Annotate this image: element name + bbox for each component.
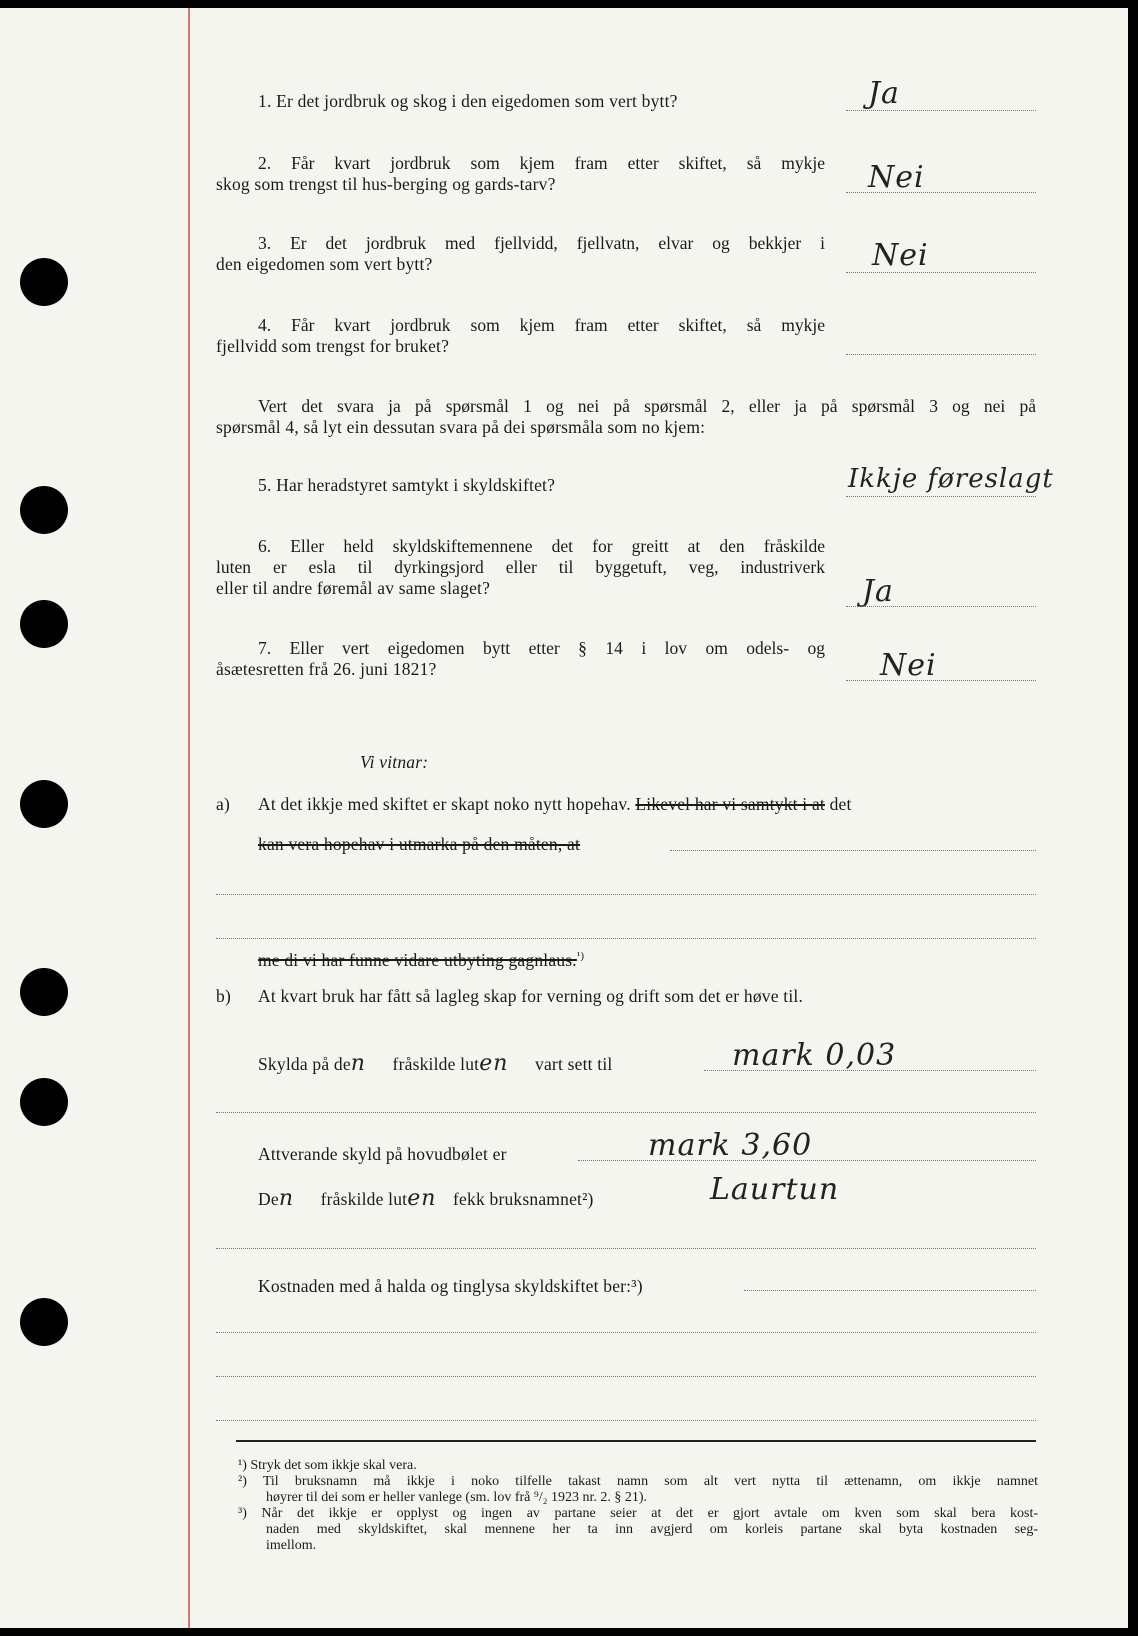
answer-2: Nei: [868, 160, 925, 195]
fill-line: [578, 1160, 1036, 1161]
question-4-line2: fjellvidd som trengst for bruket?: [216, 336, 450, 356]
footnote-2b: høyrer til dei som er heller vanlege (sm. lov frå ⁹/₂ 1923 nr. 2. § 21).: [266, 1490, 648, 1505]
item-a-text: [258, 794, 852, 815]
footnote-2a: ²) Til bruksnamn må ikkje i noko tilfelle takast namn som alt vert nytta til ættenamn, om ikkje namnet: [238, 1474, 1038, 1489]
bruksnamn-label: [258, 1188, 594, 1210]
fill-line: [216, 1420, 1036, 1421]
item-a-body: At det ikkje med skiftet er skapt noko nytt hopehav.: [258, 794, 631, 814]
skylda-value: mark 0,03: [732, 1038, 897, 1073]
punch-hole: [20, 486, 68, 534]
answer-line: [846, 192, 1036, 193]
fill-line: [704, 1070, 1036, 1071]
bruksnamn-handwriting-a: n: [278, 1186, 294, 1211]
fill-line: [216, 1112, 1036, 1113]
bruksnamn-label-b: fråskilde lut: [320, 1189, 408, 1209]
punch-hole: [20, 968, 68, 1016]
answer-line: [846, 272, 1036, 273]
kostnad-label: Kostnaden med å halda og tinglysa skyldskiftet ber:³): [258, 1276, 643, 1296]
footnote-3b: naden med skyldskiftet, skal mennene her ta inn avgjerd om korleis partane skal byta kostnaden seg-: [266, 1522, 1038, 1537]
answer-1: Ja: [868, 76, 900, 111]
fill-line: [216, 938, 1036, 939]
question-5: 5. Har heradstyret samtykt i skyldskiftet?: [258, 475, 556, 495]
fill-line: [670, 850, 1036, 851]
question-3-line2: den eigedomen som vert bytt?: [216, 254, 433, 274]
answer-6: Ja: [862, 574, 894, 609]
punch-hole: [20, 780, 68, 828]
item-a-last: [258, 946, 584, 971]
question-6-line2: luten er esla til dyrkingsjord eller til byggetuft, veg, industriverk: [216, 557, 825, 577]
punch-hole: [20, 1078, 68, 1126]
item-a-label: a): [216, 794, 230, 814]
bruksnamn-value: Laurtun: [710, 1172, 840, 1207]
item-a-tail: det: [829, 794, 852, 814]
item-a-strike3: me di vi har funne vidare utbyting gagnlaus.: [258, 949, 577, 970]
skylda-label: [258, 1053, 612, 1075]
answer-line: [846, 110, 1036, 111]
question-1: 1. Er det jordbruk og skog i den eigedomen som vert bytt?: [258, 91, 678, 111]
skylda-label-b: fråskilde lut: [392, 1054, 480, 1074]
footnote-3c: imellom.: [266, 1538, 317, 1553]
question-6-line3: eller til andre føremål av same slaget?: [216, 578, 491, 598]
punch-hole: [20, 600, 68, 648]
bruksnamn-label-c: fekk bruksnamnet²): [453, 1189, 594, 1209]
question-2-line2: skog som trengst til hus-berging og gards-tarv?: [216, 174, 556, 194]
question-3-line1: 3. Er det jordbruk med fjellvidd, fjellvatn, elvar og bekkjer i: [258, 233, 825, 253]
document-page: [0, 8, 1128, 1628]
footnote-3a: ³) Når det ikkje er opplyst og ingen av partane seier at det er gjort avtale om kven som skal bera kost-: [238, 1506, 1038, 1521]
skylda-label-a: Skylda på de: [258, 1054, 351, 1074]
item-b-text: At kvart bruk har fått så lagleg skap for verning og drift som det er høve til.: [258, 986, 804, 1006]
conditional-line1: Vert det svara ja på spørsmål 1 og nei på spørsmål 2, eller ja på spørsmål 3 og nei på: [258, 396, 1036, 416]
margin-line: [188, 8, 190, 1628]
fill-line: [216, 894, 1036, 895]
fill-line: [216, 1376, 1036, 1377]
answer-line: [846, 354, 1036, 355]
punch-hole: [20, 1298, 68, 1346]
footnote-rule: [236, 1440, 1036, 1442]
fill-line: [216, 1248, 1036, 1249]
answer-7: Nei: [880, 648, 937, 683]
answer-5: Ikkje føreslagt: [848, 464, 1054, 494]
answer-line: [846, 680, 1036, 681]
attverande-label: Attverande skyld på hovudbølet er: [258, 1144, 507, 1164]
bruksnamn-label-a: De: [258, 1189, 279, 1209]
answer-line: [846, 496, 1036, 497]
item-a-strike1: Likevel har vi samtykt i at: [635, 794, 825, 814]
question-2-line1: 2. Får kvart jordbruk som kjem fram etter skiftet, så mykje: [258, 153, 825, 173]
fill-line: [744, 1290, 1036, 1291]
question-7-line1: 7. Eller vert eigedomen bytt etter § 14 i lov om odels- og: [258, 638, 825, 658]
skylda-handwriting-a: n: [350, 1051, 366, 1076]
answer-line: [846, 606, 1036, 607]
punch-hole: [20, 258, 68, 306]
skylda-handwriting-b: en: [479, 1051, 509, 1076]
item-b-label: b): [216, 986, 231, 1006]
question-6-line1: 6. Eller held skyldskiftemennene det for greitt at den fråskilde: [258, 536, 825, 556]
bruksnamn-handwriting-b: en: [407, 1186, 437, 1211]
footnote-ref: ¹): [576, 950, 585, 962]
footnote-1: ¹) Stryk det som ikkje skal vera.: [238, 1458, 417, 1473]
answer-3: Nei: [872, 238, 929, 273]
vitnar-heading: Vi vitnar:: [360, 752, 429, 772]
question-4-line1: 4. Får kvart jordbruk som kjem fram etter skiftet, så mykje: [258, 315, 825, 335]
fill-line: [216, 1332, 1036, 1333]
skylda-label-c: vart sett til: [535, 1054, 613, 1074]
item-a-strike2: kan vera hopehav i utmarka på den måten, at: [258, 834, 581, 854]
attverande-value: mark 3,60: [648, 1128, 813, 1163]
conditional-line2: spørsmål 4, så lyt ein dessutan svara på dei spørsmåla som no kjem:: [216, 417, 706, 437]
question-7-line2: åsætesretten frå 26. juni 1821?: [216, 659, 437, 679]
